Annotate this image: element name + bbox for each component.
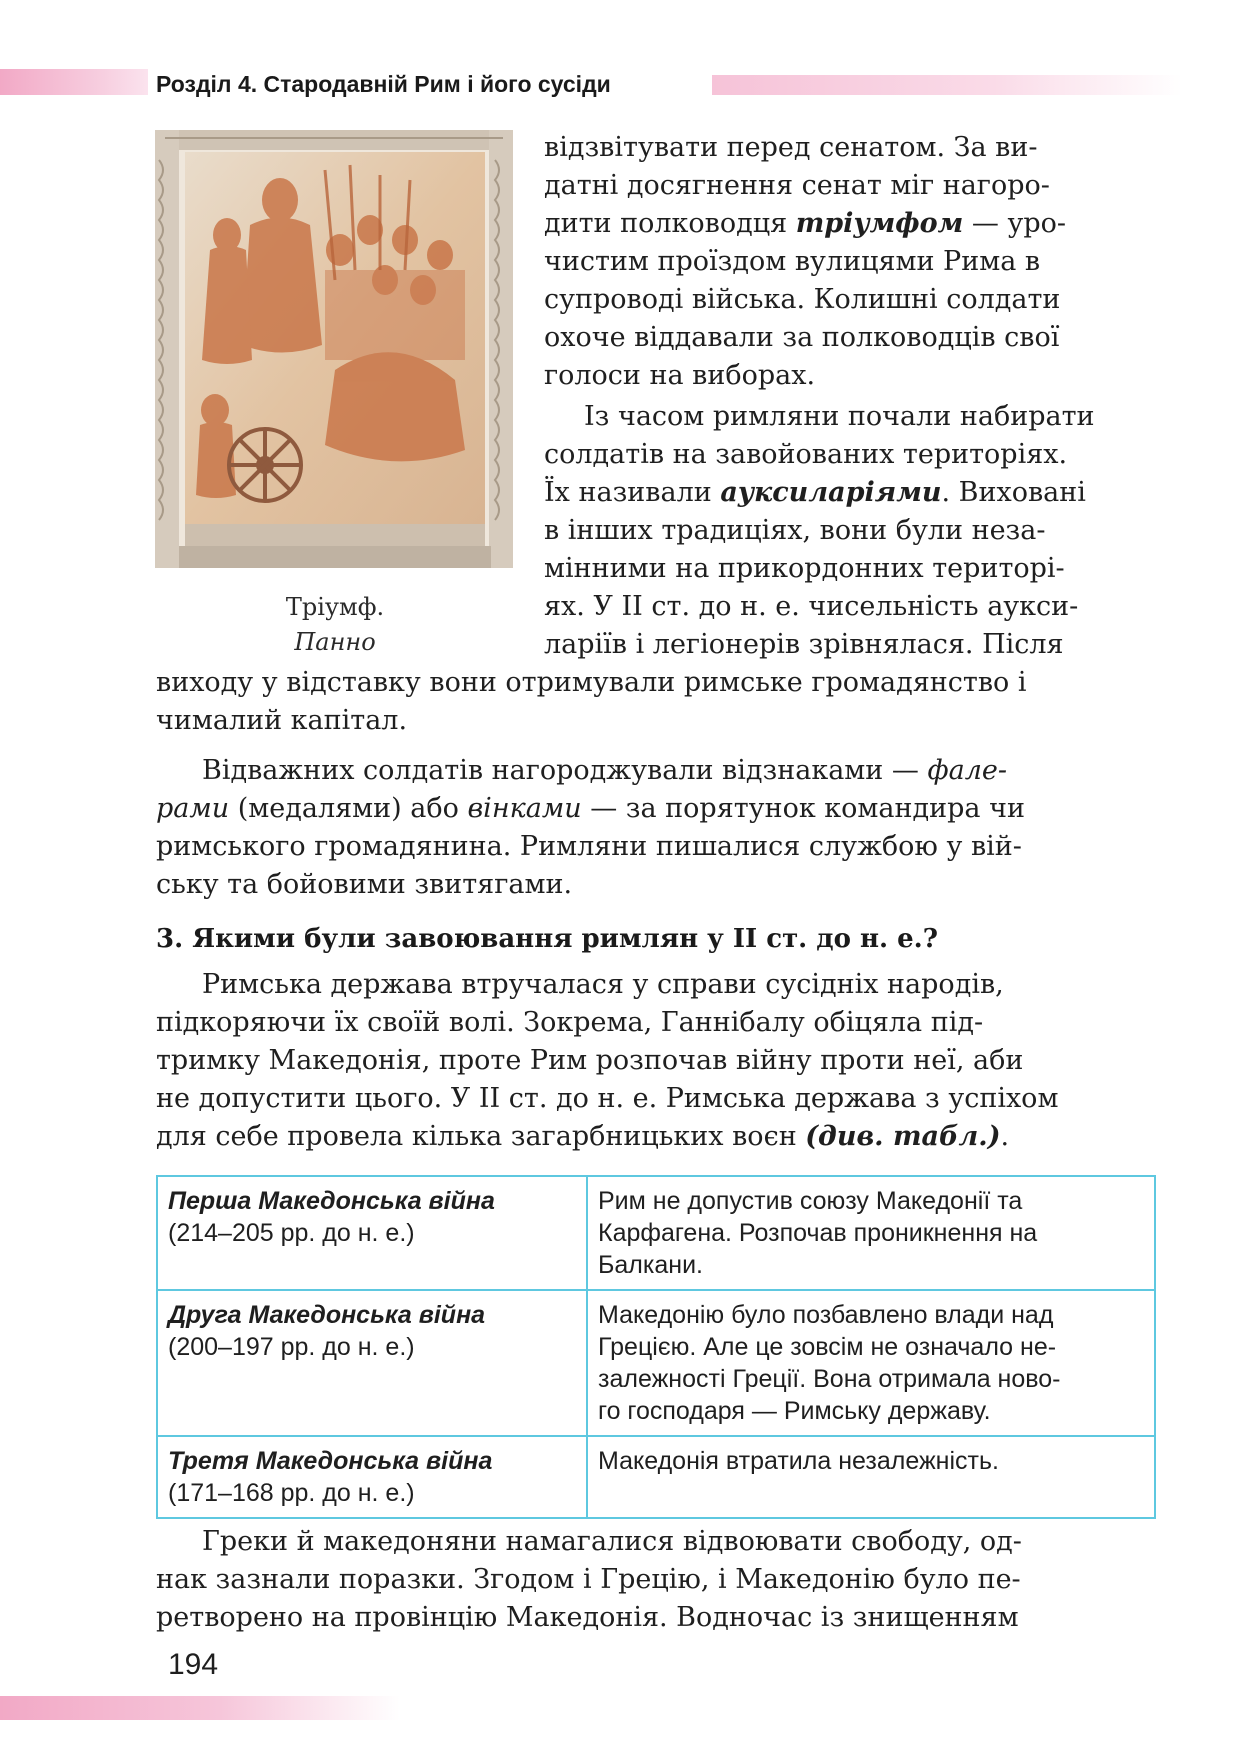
header-decor-band-right <box>712 75 1182 95</box>
paragraph-4: Греки й македоняни намагалися відвоювати свободу, од- нак зазнали поразки. Згодом і Грецію, і Македонію було пе- ретворено на провінцію Македонія. Водночас із знищенням <box>156 1526 1022 1633</box>
paragraph-2-continued: виходу у відставку вони отримували римське громадянство і чималий капітал. <box>156 667 1027 736</box>
triumph-relief-image <box>155 130 513 568</box>
caption-title: Тріумф. <box>285 593 385 621</box>
table-row <box>157 1290 1155 1436</box>
page-number: 194 <box>168 1648 219 1681</box>
war-name-cell: Третя Македонська війна (171–168 рр. до н. е.) <box>157 1436 587 1518</box>
paragraph-2: Із часом римляни почали набирати солдатів на завойованих територіях. Їх називали ауксиларіями. Виховані в інших традиціях, вони були неза- мінними на прикордонних територі- ях. У II ст. до н. е. чисельність аукси- ларіїв і легіонерів зрівнялася. Після <box>544 401 1095 660</box>
header-decor-band-left <box>0 69 148 95</box>
paragraph-section-3: Римська держава втручалася у справи сусідніх народів, підкоряючи їх своїй волі. Зокрема, Ганнібалу обіцяла під- тримку Македонія, проте Рим розпочав війну проти неї, аби не допустити цього. У II ст. до н. е. Римська держава з успіхом для себе провела кілька загарбницьких воєн (див. табл.). <box>156 969 1059 1152</box>
paragraph-1: відзвітувати перед сенатом. За ви- датні досягнення сенат міг нагоро- дити полководця тріумфом — уро- чистим проїздом вулицями Рима в супроводі війська. Колишні солдати охоче віддавали за полководців свої голоси на виборах. <box>544 132 1067 391</box>
war-result-cell: Македонію було позбавлено влади над Грецією. Але це зовсім не означало не- залежності Греції. Вона отримала ново- го господаря — Римську державу. <box>587 1290 1155 1436</box>
section-heading: 3. Якими були завоювання римлян у II ст. до н. е.? <box>156 924 938 954</box>
term-triumph: тріумфом <box>795 208 964 239</box>
figure-caption <box>232 590 438 660</box>
paragraph-3: Відважних солдатів нагороджували відзнаками — фале- рами (медалями) або вінками — за порятунок командира чи римського громадянина. Римляни пишалися службою у вій- ську та бойовими звитягами. <box>156 755 1025 900</box>
war-result-cell: Македонія втратила незалежність. <box>587 1436 1155 1518</box>
macedonian-wars-table <box>156 1175 1156 1519</box>
caption-subtitle: Панно <box>294 628 376 656</box>
table-row <box>157 1176 1155 1290</box>
war-name-cell: Перша Македонська війна (214–205 рр. до н. е.) <box>157 1176 587 1290</box>
footer-decor-band <box>0 1696 400 1720</box>
war-result-cell: Рим не допустив союзу Македонії та Карфагена. Розпочав проникнення на Балкани. <box>587 1176 1155 1290</box>
chapter-title: Розділ 4. Стародавній Рим і його сусіди <box>156 71 611 97</box>
table-row <box>157 1436 1155 1518</box>
term-auxiliaries: ауксиларіями <box>720 477 942 508</box>
war-name-cell: Друга Македонська війна (200–197 рр. до н. е.) <box>157 1290 587 1436</box>
